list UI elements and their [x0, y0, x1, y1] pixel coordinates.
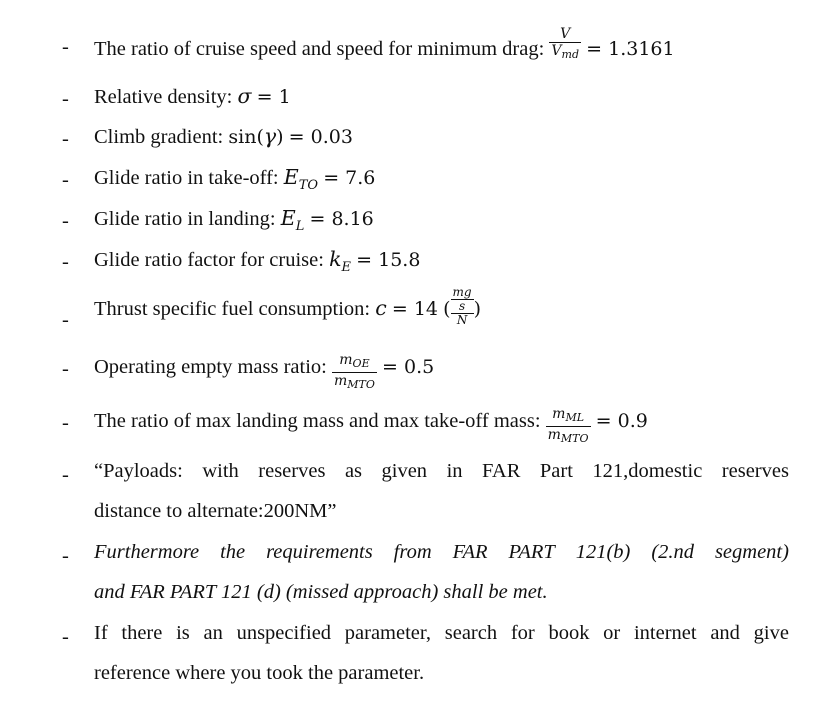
- bullet-dash: -: [62, 545, 69, 567]
- list-item-far-requirements: [0, 541, 838, 611]
- item-line-1: “Payloads: with reserves as given in FAR Part 121,domestic reserves: [94, 460, 789, 482]
- item-text: The ratio of cruise speed and speed for minimum drag: $\frac{V}{V_{md}}$ = 1.3161: [94, 26, 675, 61]
- bullet-dash: -: [62, 626, 69, 648]
- list-item-cruise-speed-ratio: [0, 20, 838, 70]
- item-line-1: If there is an unspecified parameter, search for book or internet and give: [94, 622, 789, 644]
- item-text: Glide ratio in landing: $E_L = 8.16$: [94, 206, 374, 234]
- bullet-dash: -: [62, 412, 69, 434]
- bullet-dash: -: [62, 309, 69, 331]
- bullet-dash: -: [62, 88, 69, 110]
- bullet-dash: -: [62, 210, 69, 232]
- bullet-dash: -: [62, 128, 69, 150]
- fraction: $\frac{m_{ML}}{m_{MTO}}$: [547, 406, 589, 445]
- item-line-2: and FAR PART 121 (d) (missed approach) shall be met.: [94, 581, 548, 603]
- fraction: $\frac{m_{OE}}{m_{MTO}}$: [333, 352, 375, 391]
- list-item-glide-ratio-landing: [0, 206, 838, 234]
- item-line-2: reference where you took the parameter.: [94, 662, 425, 684]
- unit-fraction: mg s N: [452, 285, 472, 327]
- item-text: Thrust specific fuel consumption: c = 14 ( mg s N ): [94, 285, 482, 327]
- fraction: $\frac{V}{V_{md}}$: [551, 26, 580, 61]
- list-item-glide-ratio-factor: [0, 247, 838, 275]
- list-item-payloads: [0, 460, 838, 530]
- bullet-dash: -: [62, 169, 69, 191]
- item-text: Glide ratio factor for cruise: $k_E = 15.8$: [94, 247, 421, 275]
- bullet-dash: -: [62, 464, 69, 486]
- bullet-dash: -: [62, 358, 69, 380]
- bullet-dash: -: [62, 36, 69, 58]
- list-item-operating-empty-mass: [0, 346, 838, 390]
- list-item-unspecified-parameter: [0, 622, 838, 692]
- bullet-dash: -: [62, 251, 69, 273]
- list-item-tsfc: [0, 284, 838, 340]
- list-item-climb-gradient: [0, 124, 838, 152]
- item-text: The ratio of max landing mass and max take-off mass: $\frac{m_{ML}}{m_{MTO}}$ = 0.9: [94, 406, 648, 445]
- list-item-landing-takeoff-mass-ratio: [0, 400, 838, 444]
- list-item-glide-ratio-takeoff: [0, 165, 838, 193]
- item-line-2: distance to alternate:200NM”: [94, 500, 337, 522]
- item-text: Relative density: σ = 1: [94, 84, 291, 108]
- item-text: Glide ratio in take-off: $E_{TO} = 7.6$: [94, 165, 376, 193]
- item-text: Operating empty mass ratio: $\frac{m_{OE}}{m_{MTO}}$ = 0.5: [94, 352, 435, 391]
- item-line-1: Furthermore the requirements from FAR PART 121(b) (2.nd segment): [94, 541, 789, 563]
- list-item-relative-density: [0, 84, 838, 112]
- item-text: Climb gradient: sin(γ) = 0.03: [94, 124, 353, 148]
